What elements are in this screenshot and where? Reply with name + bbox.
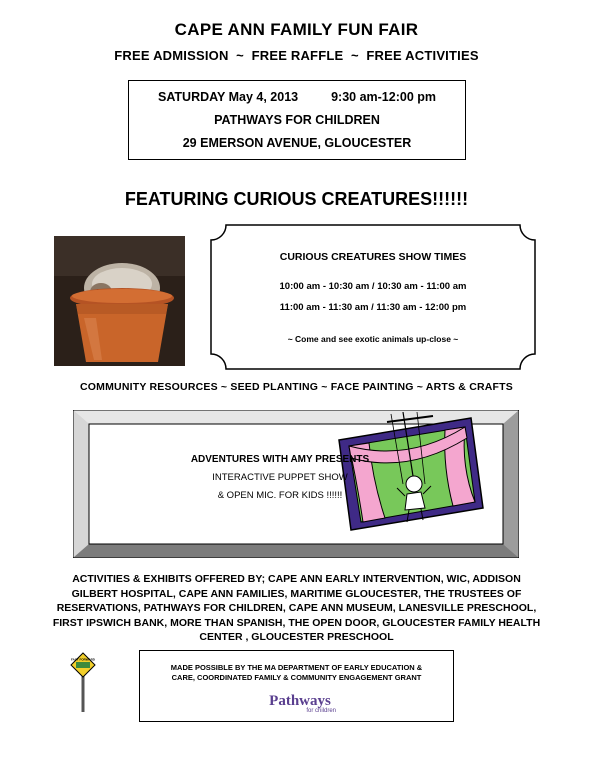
event-address: 29 EMERSON AVENUE, GLOUCESTER	[182, 136, 412, 150]
event-time: 9:30 am-12:00 pm	[331, 90, 436, 104]
grant-box	[139, 650, 454, 722]
puppet-show-line: INTERACTIVE PUPPET SHOW	[212, 472, 348, 483]
grant-line-2: CARE, COORDINATED FAMILY & COMMUNITY ENGAGEMENT GRANT	[171, 673, 422, 682]
activities-line: RESERVATIONS, PATHWAYS FOR CHILDREN, CAPE ANN MUSEUM, LANESVILLE PRESCHOOL,	[56, 602, 537, 614]
event-date-time	[129, 90, 465, 104]
show-note: ~ Come and see exotic animals up-close ~	[287, 334, 459, 344]
fair-title: CAPE ANN FAMILY FUN FAIR	[174, 20, 419, 39]
event-date: SATURDAY May 4, 2013	[157, 90, 299, 104]
featuring-heading: FEATURING CURIOUS CREATURES!!!!!!	[124, 189, 469, 209]
sign-text: FAST FORWARD	[71, 657, 95, 662]
activities-line: ACTIVITIES & EXHIBITS OFFERED BY; CAPE ANN EARLY INTERVENTION, WIC, ADDISON	[72, 573, 521, 585]
activities-line: CENTER , GLOUCESTER PRESCHOOL	[199, 631, 394, 643]
event-details-box	[128, 80, 466, 160]
fair-subtitle: FREE ADMISSION ~ FREE RAFFLE ~ FREE ACTIVITIES	[114, 48, 479, 63]
pathways-logo	[250, 694, 350, 714]
activities-line: GILBERT HOSPITAL, CAPE ANN FAMILIES, MARITIME GLOUCESTER, THE TRUSTEES OF	[71, 587, 522, 600]
amy-presents: ADVENTURES WITH AMY PRESENTS	[190, 454, 370, 465]
show-times-line-1: 10:00 am - 10:30 am / 10:30 am - 11:00 am	[279, 281, 467, 292]
hedgehog-photo	[54, 236, 185, 366]
road-sign-icon	[70, 652, 96, 712]
event-venue: PATHWAYS FOR CHILDREN	[214, 113, 380, 127]
grant-line-1: MADE POSSIBLE BY THE MA DEPARTMENT OF EARLY EDUCATION &	[170, 663, 423, 672]
activities-list	[40, 572, 553, 645]
show-times-box	[210, 224, 536, 370]
show-times-heading: CURIOUS CREATURES SHOW TIMES	[279, 251, 467, 263]
pathways-logo-text: Pathways	[269, 693, 331, 709]
puppet-show-frame	[73, 410, 519, 558]
show-times-line-2: 11:00 am - 11:30 am / 11:30 am - 12:00 pm	[279, 302, 467, 313]
open-mic-line: & OPEN MIC. FOR KIDS !!!!!!	[217, 490, 343, 501]
activities-line: FIRST IPSWICH BANK, MORE THAN SPANISH, THE OPEN DOOR, GLOUCESTER FAMILY HEALTH	[52, 616, 541, 629]
community-activities: COMMUNITY RESOURCES ~ SEED PLANTING ~ FACE PAINTING ~ ARTS & CRAFTS	[80, 381, 513, 393]
pathways-logo-sub: for children	[306, 708, 336, 714]
